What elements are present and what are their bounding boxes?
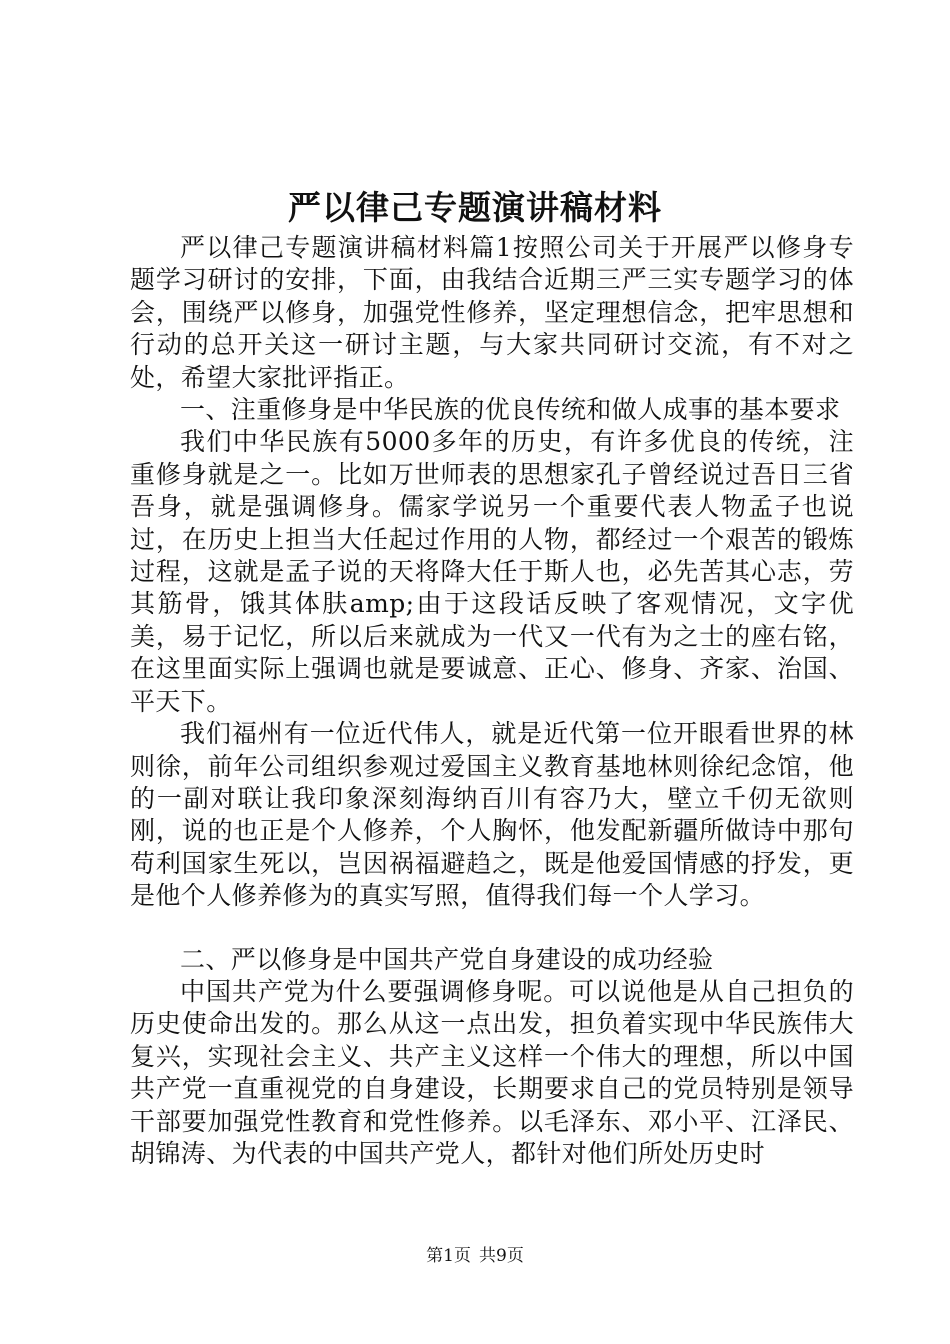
document-title: 严以律己专题演讲稿材料 (288, 188, 662, 227)
document-body (130, 232, 854, 1170)
section-heading-1: 一、注重修身是中华民族的优良传统和做人成事的基本要求 (180, 395, 841, 425)
page-total: 共9页 (479, 1246, 524, 1266)
page-footer (0, 1244, 950, 1268)
section-heading-2: 二、严以修身是中国共产党自身建设的成功经验 (180, 944, 714, 974)
paragraph-body: 我们中华民族有5000多年的历史，有许多优良的传统，注重修身就是之一。比如万世师表的思想家孔子曾经说过吾日三省吾身，就是强调修身。儒家学说另一个重要代表人物孟子也说过，在历史上担当大任起过作用的人物，都经过一个艰苦的锻炼过程，这就是孟子说的天将降大任于斯人也，必先苦其心志，劳其筋骨，饿其体肤amp;由于这段话反映了客观情况，文字优美，易于记忆，所以后来就成为一代又一代有为之士的座右铭，在这里面实际上强调也就是要诚意、正心、修身、齐家、治国、平天下。 (130, 427, 854, 716)
page-number: 第1页 (426, 1246, 471, 1266)
paragraph-body: 中国共产党为什么要强调修身呢。可以说他是从自己担负的历史使命出发的。那么从这一点出发，担负着实现中华民族伟大复兴，实现社会主义、共产主义这样一个伟大的理想，所以中国共产党一直重视党的自身建设，长期要求自己的党员特别是领导干部要加强党性教育和党性修养。以毛泽东、邓小平、江泽民、胡锦涛、为代表的中国共产党人，都针对他们所处历史时 (130, 976, 854, 1168)
paragraph-body: 我们福州有一位近代伟人，就是近代第一位开眼看世界的林则徐，前年公司组织参观过爱国主义教育基地林则徐纪念馆，他的一副对联让我印象深刻海纳百川有容乃大，壁立千仞无欲则刚，说的也正是个人修养，个人胸怀，他发配新疆所做诗中那句苟利国家生死以，岂因祸福避趋之，既是他爱国情感的抒发，更是他个人修养修为的真实写照，值得我们每一个人学习。 (130, 719, 854, 911)
paragraph-intro: 严以律己专题演讲稿材料篇1按照公司关于开展严以修身专题学习研讨的安排，下面，由我结合近期三严三实专题学习的体会，围绕严以修身，加强党性修养，坚定理想信念，把牢思想和行动的总开关这一研讨主题，与大家共同研讨交流，有不对之处，希望大家批评指正。 (130, 233, 854, 392)
paragraph-spacer (130, 913, 854, 944)
